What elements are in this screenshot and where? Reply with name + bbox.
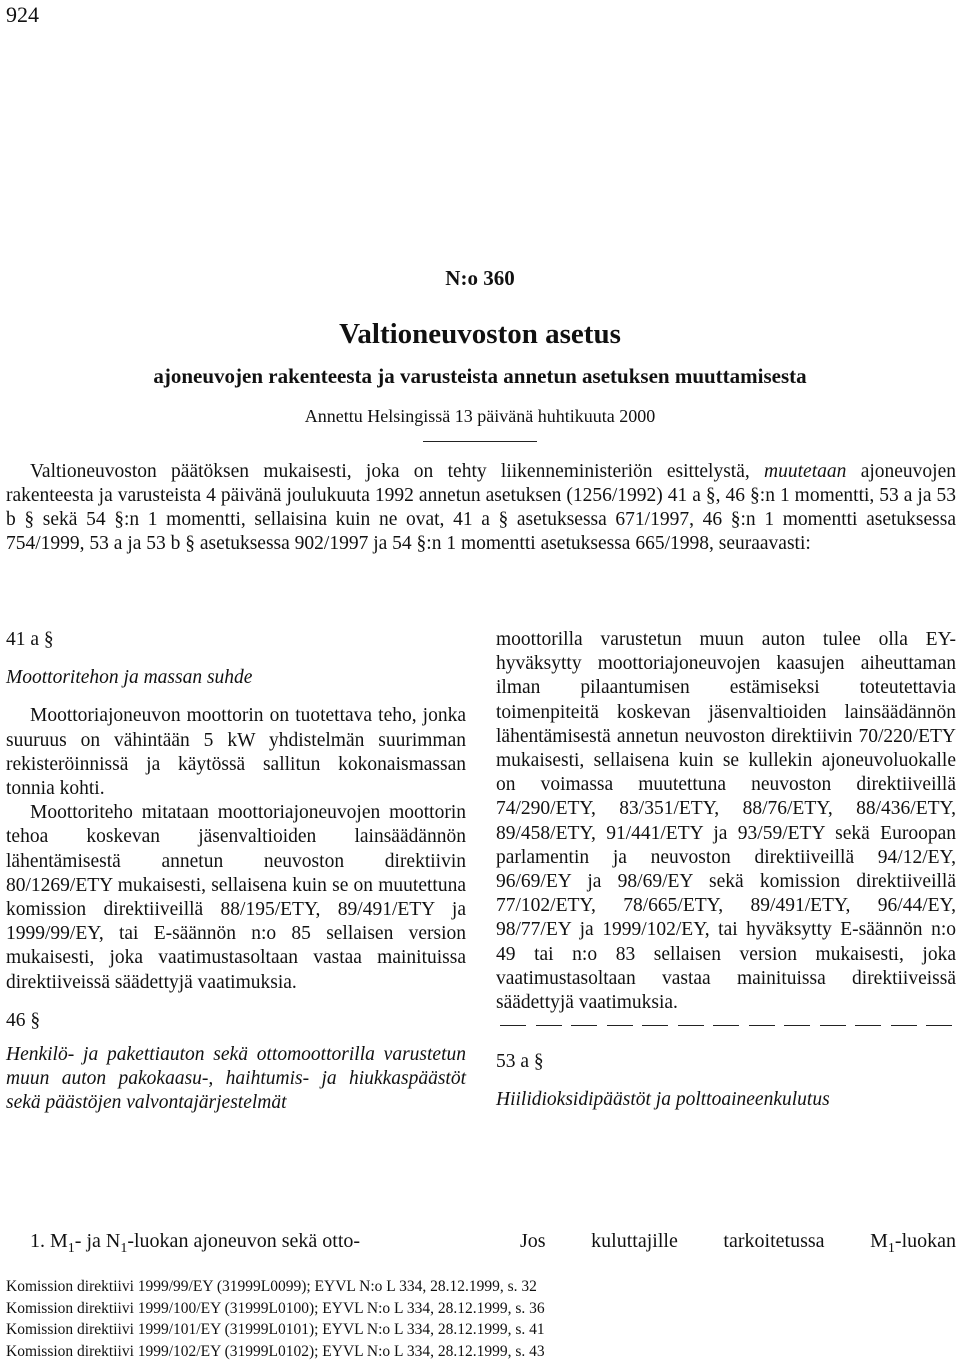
right-column-continuation	[520, 1230, 956, 1257]
law-number: N:o 360	[445, 266, 515, 290]
cont-middle: - ja N	[74, 1230, 121, 1252]
footnotes	[6, 1276, 545, 1362]
cont-word-1: Jos	[520, 1230, 546, 1252]
cont-word-4: $M_1$-luokan	[870, 1230, 956, 1256]
section-title-46: Henkilö- ja pakettiauton sekä ottomoottorilla varustetun muun auton pakokaasu-, haihtumis- ja hiukkaspäästöt sekä päästöjen valvontajärjestelmät	[6, 1044, 466, 1114]
footnote: Komission direktiivi 1999/99/EY (31999L0099); EYVL N:o L 334, 28.12.1999, s. 32	[6, 1278, 537, 1295]
intro-text-1: Valtioneuvoston päätöksen mukaisesti, joka on tehty liikenneministeriön esittelystä,	[30, 461, 750, 482]
issued-date: Annettu Helsingissä 13 päivänä huhtikuuta 2000	[304, 406, 656, 426]
section-heading-53a: 53 a §	[496, 1051, 544, 1073]
intro-paragraph	[6, 460, 956, 556]
cont-prefix: 1. M	[30, 1230, 68, 1252]
right-column	[496, 628, 956, 1113]
cont-word-2: kuluttajille	[591, 1230, 678, 1252]
page-number: 924	[6, 2, 39, 27]
section-title-53a: Hiilidioksidipäästöt ja polttoaineenkulutus	[496, 1089, 830, 1111]
cont-sub-2: 1	[120, 1241, 128, 1256]
left-column-continuation	[30, 1230, 360, 1257]
section-41a-paragraph-1: Moottoriajoneuvon moottorin on tuotettava teho, jonka suuruus on vähintään 5 kW yhdistelmän suurimman rekisteröinnissä ja käytössä sallitun kokonaismassan tonnia kohti.	[6, 705, 466, 800]
section-heading-46: 46 §	[6, 1009, 41, 1031]
cont-sub-1: 1	[67, 1241, 75, 1256]
footnote: Komission direktiivi 1999/102/EY (31999L0102); EYVL N:o L 334, 28.12.1999, s. 43	[6, 1342, 545, 1360]
document-title: Valtioneuvoston asetus	[339, 318, 621, 350]
right-column-paragraph: moottorilla varustetun muun auton tulee olla EY-hyväksytty moottoriajoneuvojen kaasujen aiheuttaman ilman pilaantumisen estämiseksi toteutettavia toimenpiteitä koskevan jäsenvaltioiden lainsäädännön lähentämisestä annetun neuvoston direktiivin 70/220/ETY mukaisesti, sellaisena kuin se kullekin ajoneuvoluokalle on voimassa muutettuna neuvoston direktiiveillä 74/290/ETY, 83/351/ETY, 88/76/ETY, 88/436/ETY, 89/458/ETY, 91/441/ETY ja 93/59/ETY sekä Euroopan parlamentin ja neuvoston direktiiveillä 94/12/EY, 96/69/EY ja 98/69/EY sekä komission direktiiveillä 77/102/ETY, 78/665/ETY, 89/491/ETY, 96/44/EY, 98/77/EY ja 1999/102/EY, tai hyväksytty E-säännön n:o 49 tai n:o 83 sellaisen version mukaisesti, joka vaatimustasoltaan vastaa mainituissa direktiiveissä säädettyjä vaatimuksia.	[496, 629, 956, 1014]
document-subtitle: ajoneuvojen rakenteesta ja varusteista annetun asetuksen muuttamisesta	[153, 364, 807, 388]
left-column	[6, 628, 466, 1116]
section-title-41a: Moottoritehon ja massan suhde	[6, 667, 253, 689]
title-divider	[423, 441, 537, 442]
cont-suffix: -luokan ajoneuvon sekä otto-	[127, 1230, 361, 1252]
intro-italic-verb: muutetaan	[764, 461, 847, 482]
footnote: Komission direktiivi 1999/101/EY (31999L0101); EYVL N:o L 334, 28.12.1999, s. 41	[6, 1321, 545, 1338]
section-heading-41a: 41 a §	[6, 629, 54, 650]
footnote: Komission direktiivi 1999/100/EY (31999L0100); EYVL N:o L 334, 28.12.1999, s. 36	[6, 1299, 545, 1317]
cont-word-3: tarkoitetussa	[723, 1230, 825, 1252]
section-41a-paragraph-2: Moottoriteho mitataan moottoriajoneuvojen moottorin tehoa koskevan jäsenvaltioiden lainsäädännön lähentämisestä annetun neuvoston direktiivin 80/1269/ETY mukaisesti, sellaisena kuin se on muutettuna komission direktiiveillä 88/195/ETY, 89/491/ETY ja 1999/99/EY, tai E-säännön n:o 85 sellaisen version mukaisesti, joka vaatimustasoltaan vastaa mainituissa direktiiveissä säädettyjä vaatimuksia.	[6, 802, 466, 993]
intro-text-2: ajoneuvojen rakenteesta ja varusteista 4 päivänä joulukuuta 1992 annetun asetuksen (1256/1992) 41 a §, 46 §:n 1 momentti, 53 a ja 53 b § sekä 54 §:n 1 momentti, sellaisina kuin ne ovat, 41 a § asetuksessa 671/1997, 46 §:n 1 momentti asetuksessa 754/1999, 53 a ja 53 b § asetuksessa 902/1997 ja 54 §:n 1 momentti asetuksessa 665/1998, seuraavasti:	[6, 461, 956, 554]
